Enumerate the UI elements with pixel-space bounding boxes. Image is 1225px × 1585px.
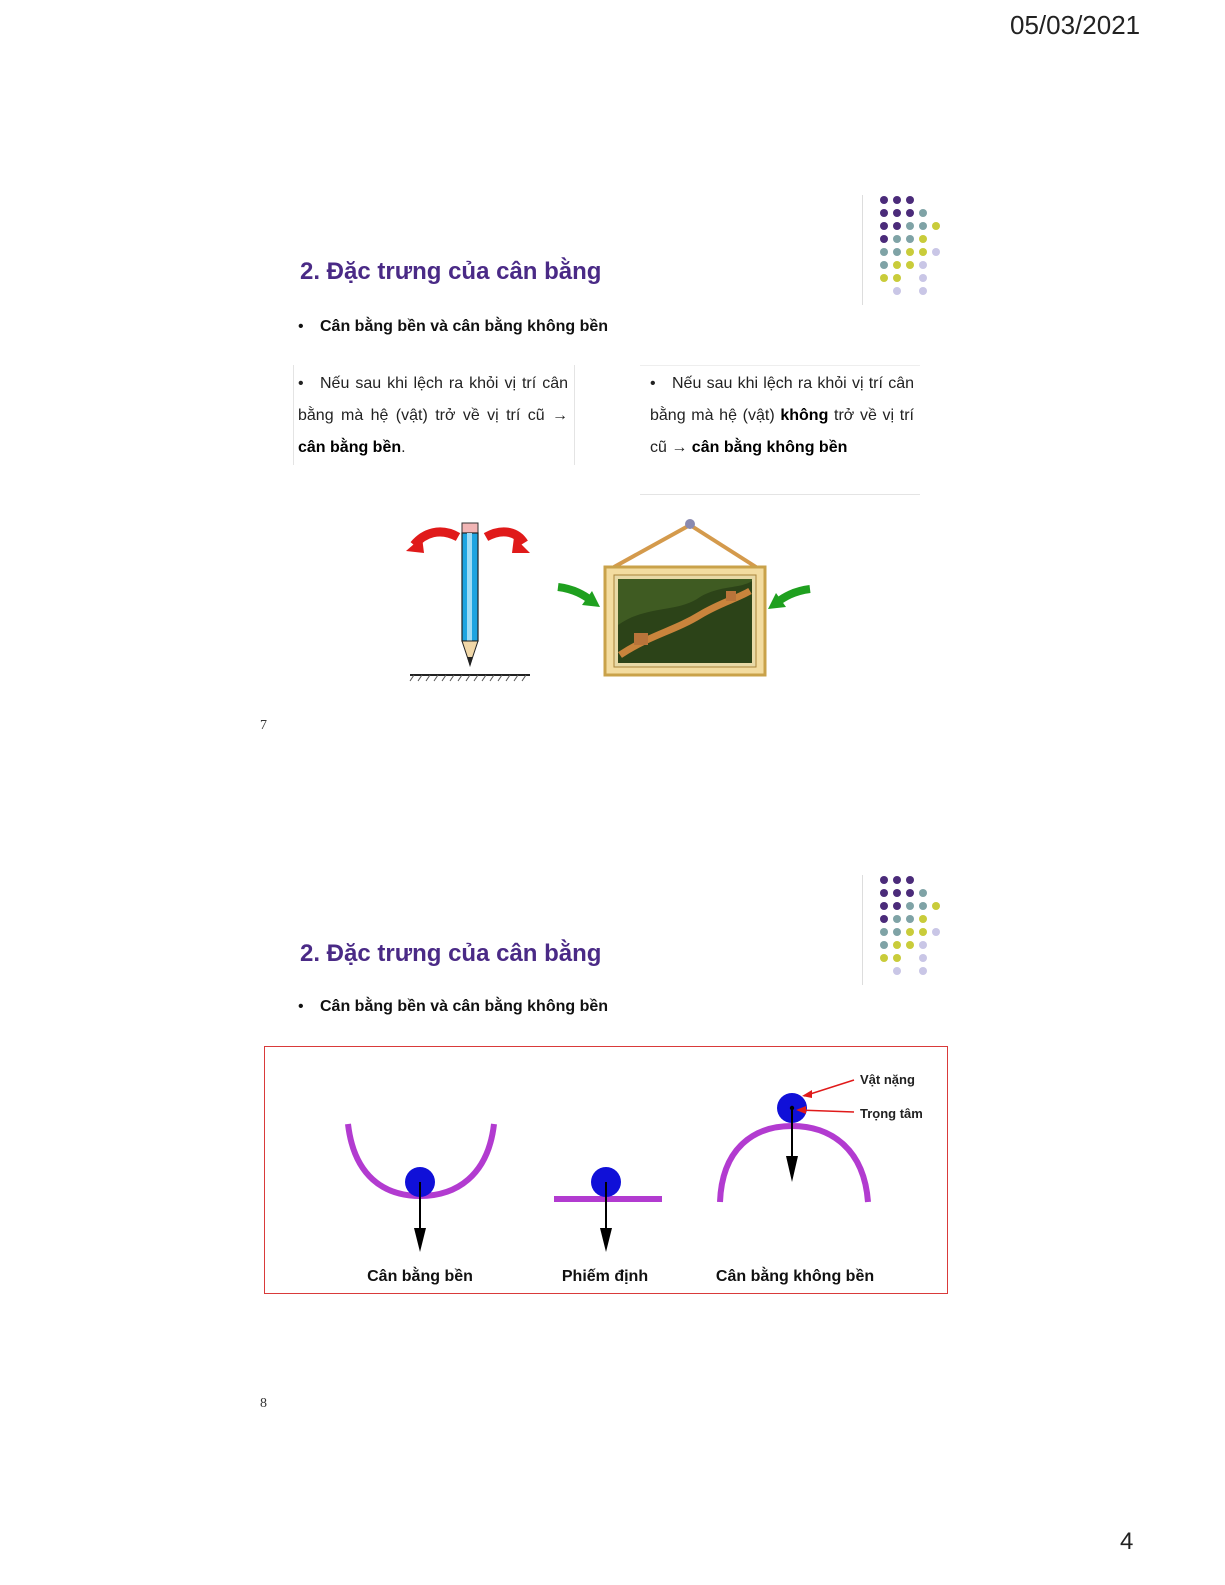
logo-dot <box>893 928 901 936</box>
logo-dot <box>880 928 888 936</box>
dot-grid-logo <box>878 194 943 298</box>
logo-dot <box>906 248 914 256</box>
logo-dot <box>906 928 914 936</box>
logo-dot <box>880 287 888 295</box>
logo-dot <box>919 287 927 295</box>
page-number: 4 <box>1120 1528 1134 1555</box>
logo-dot <box>893 889 901 897</box>
pencil-illustration <box>400 515 540 685</box>
logo-dot <box>880 876 888 884</box>
logo-dot <box>932 261 940 269</box>
logo-dot <box>906 196 914 204</box>
logo-dot <box>893 235 901 243</box>
annotation-center-of-gravity: Trọng tâm <box>860 1106 923 1121</box>
logo-dot <box>932 902 940 910</box>
logo-dot <box>906 967 914 975</box>
logo-dot <box>932 222 940 230</box>
logo-dot <box>919 889 927 897</box>
logo-dot <box>919 235 927 243</box>
logo-dot <box>919 941 927 949</box>
logo-dot <box>932 967 940 975</box>
slide-divider <box>862 875 863 985</box>
logo-dot <box>906 902 914 910</box>
annotation-weight: Vật nặng <box>860 1072 915 1087</box>
label-stable: Cân bằng bền <box>367 1268 473 1285</box>
logo-dot <box>919 967 927 975</box>
slide-bullet: • Cân bằng bền và cân bằng không bền <box>298 998 609 1015</box>
logo-dot <box>932 915 940 923</box>
logo-dot <box>919 274 927 282</box>
logo-dot <box>906 222 914 230</box>
left-box-bold: cân bằng bền <box>298 439 402 456</box>
logo-dot <box>893 954 901 962</box>
logo-dot <box>932 941 940 949</box>
logo-dot <box>932 196 940 204</box>
logo-dot <box>906 941 914 949</box>
logo-dot <box>906 915 914 923</box>
logo-dot <box>880 954 888 962</box>
slide-number: 7 <box>260 718 267 733</box>
flat-track <box>554 1196 662 1202</box>
logo-dot <box>906 287 914 295</box>
logo-dot <box>880 248 888 256</box>
slide-bullet: • Cân bằng bền và cân bằng không bền <box>298 318 609 335</box>
right-box-bold: không <box>780 407 829 424</box>
logo-dot <box>932 876 940 884</box>
logo-dot <box>932 287 940 295</box>
logo-dot <box>932 235 940 243</box>
logo-dot <box>906 274 914 282</box>
logo-dot <box>893 274 901 282</box>
logo-dot <box>893 196 901 204</box>
logo-dot <box>932 889 940 897</box>
right-box-text: Nếu sau khi lệch ra khỏi vị trí cân bằng mà hệ (vật) <box>650 375 914 424</box>
logo-dot <box>880 902 888 910</box>
logo-dot <box>919 915 927 923</box>
logo-dot <box>893 902 901 910</box>
logo-dot <box>880 889 888 897</box>
logo-dot <box>880 915 888 923</box>
logo-dot <box>893 222 901 230</box>
label-unstable: Cân bằng không bền <box>715 1268 875 1285</box>
logo-dot <box>932 274 940 282</box>
slide-title: 2. Đặc trưng của cân bằng <box>300 940 602 967</box>
right-box-bold-2: cân bằng không bền <box>691 439 848 456</box>
logo-dot <box>880 196 888 204</box>
right-box-text-2: trở về vị trí cũ → <box>650 407 915 456</box>
logo-dot <box>919 954 927 962</box>
logo-dot <box>893 876 901 884</box>
logo-dot <box>919 248 927 256</box>
slide-title: 2. Đặc trưng của cân bằng <box>300 258 602 285</box>
dot-grid-logo <box>878 874 943 978</box>
logo-dot <box>919 261 927 269</box>
logo-dot <box>906 954 914 962</box>
logo-dot <box>880 967 888 975</box>
logo-dot <box>919 209 927 217</box>
logo-dot <box>906 209 914 217</box>
slide-number: 8 <box>260 1396 267 1411</box>
logo-dot <box>919 928 927 936</box>
logo-dot <box>906 889 914 897</box>
logo-dot <box>880 235 888 243</box>
logo-dot <box>919 902 927 910</box>
left-box: • Nếu sau khi lệch ra khỏi vị trí cân bằng mà hệ (vật) trở về vị trí cũ → cân bằng bền. <box>298 375 568 456</box>
logo-dot <box>919 876 927 884</box>
logo-dot <box>906 235 914 243</box>
logo-dot <box>893 287 901 295</box>
logo-dot <box>906 261 914 269</box>
bullet-text: Cân bằng bền và cân bằng không bền <box>320 318 609 335</box>
logo-dot <box>880 941 888 949</box>
logo-dot <box>880 261 888 269</box>
logo-dot <box>893 209 901 217</box>
page-date: 05/03/2021 <box>1010 10 1141 40</box>
logo-dot <box>932 928 940 936</box>
logo-dot <box>932 248 940 256</box>
slide-divider <box>862 195 863 305</box>
left-box-end: . <box>401 439 406 456</box>
logo-dot <box>932 954 940 962</box>
logo-dot <box>880 222 888 230</box>
picture-frame-illustration <box>550 515 820 680</box>
logo-dot <box>919 222 927 230</box>
logo-dot <box>893 261 901 269</box>
logo-dot <box>893 915 901 923</box>
left-box-text: Nếu sau khi lệch ra khỏi vị trí cân bằng mà hệ (vật) trở về vị trí cũ → <box>298 375 568 424</box>
bullet-text: Cân bằng bền và cân bằng không bền <box>320 998 609 1015</box>
logo-dot <box>880 209 888 217</box>
logo-dot <box>893 967 901 975</box>
logo-dot <box>932 209 940 217</box>
right-box: • Nếu sau khi lệch ra khỏi vị trí cân bằng mà hệ (vật) không trở về vị trí cũ → cân bằng không bền <box>650 375 915 456</box>
equilibrium-diagram <box>264 1046 948 1294</box>
logo-dot <box>919 196 927 204</box>
label-neutral: Phiếm định <box>561 1268 649 1285</box>
logo-dot <box>893 941 901 949</box>
logo-dot <box>893 248 901 256</box>
logo-dot <box>880 274 888 282</box>
logo-dot <box>906 876 914 884</box>
